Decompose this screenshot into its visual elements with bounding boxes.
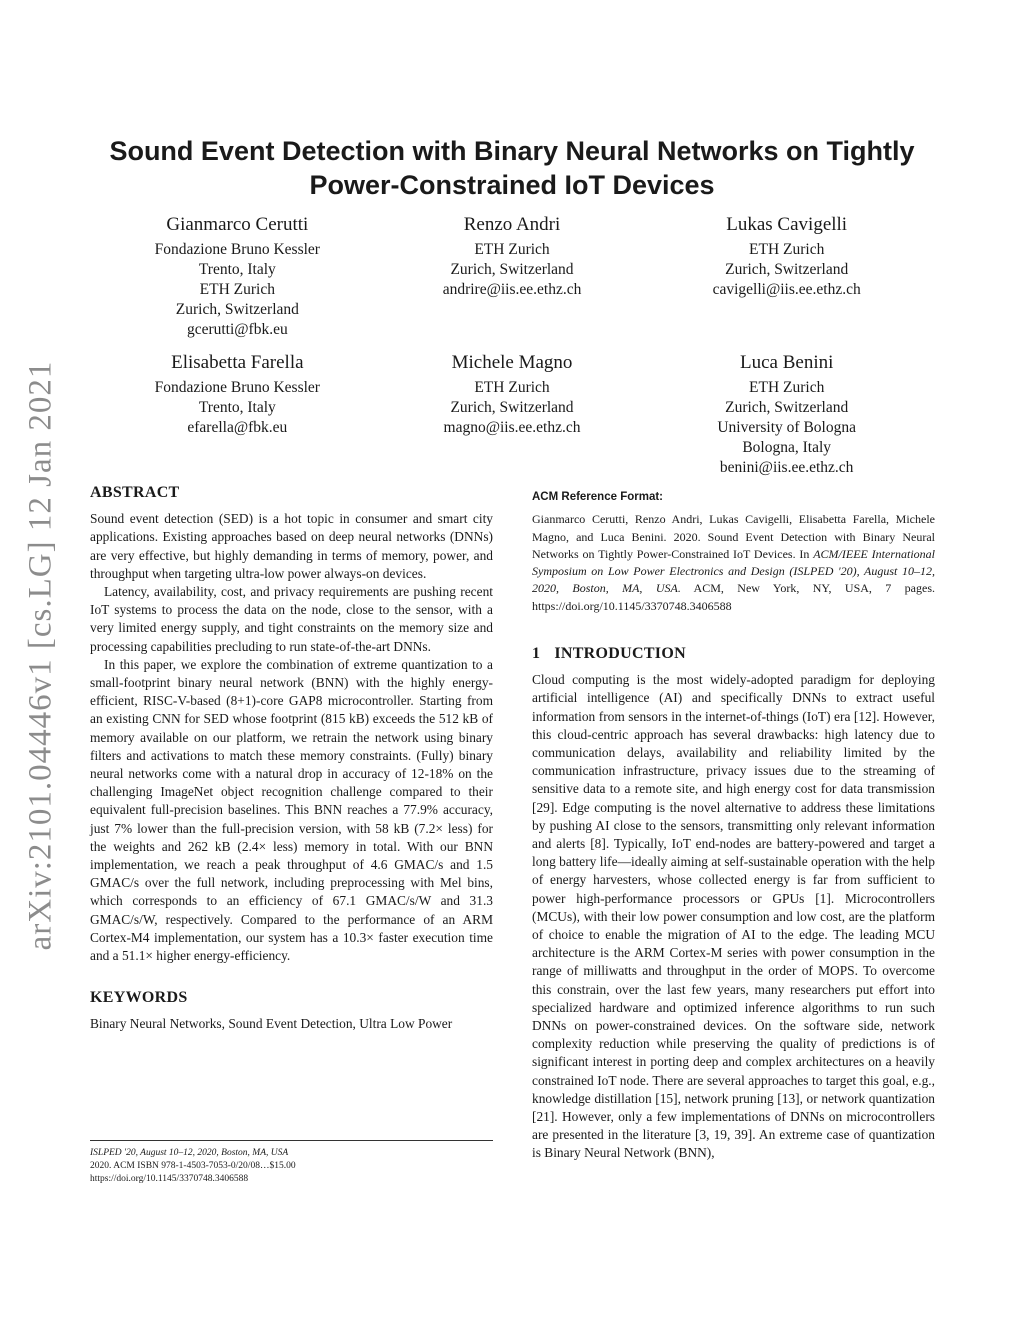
section-title: INTRODUCTION [554, 644, 686, 662]
arxiv-stamp [10, 360, 72, 950]
author-affiliation: Zurich, Switzerland [725, 261, 849, 278]
right-column [532, 488, 935, 1163]
author-affiliation: ETH Zurich [474, 379, 550, 396]
author-name: Renzo Andri [463, 214, 561, 235]
author-affiliation: Trento, Italy [198, 261, 276, 278]
author-affiliation: Fondazione Bruno Kessler [154, 241, 320, 258]
author-affiliation: University of Bologna [717, 419, 856, 436]
abstract-heading: ABSTRACT [90, 484, 180, 501]
author-email: gcerutti@fbk.eu [186, 321, 288, 338]
keywords-heading: KEYWORDS [90, 989, 188, 1007]
author-affiliation: Bologna, Italy [742, 439, 832, 456]
footer-doi[interactable]: https://doi.org/10.1145/3370748.3406588 [90, 1174, 249, 1184]
author-affiliation: Zurich, Switzerland [175, 301, 299, 318]
authors-row-1 [100, 212, 924, 340]
abstract-paragraph: Sound event detection (SED) is a hot topic in consumer and smart city applications. Existing approaches based on deep neural networks (DNNs) are very effective, but highly demanding in terms of memory, power, and throughput when targeting ultra-low power always-on devices. [90, 511, 493, 581]
acm-reference-tail: ACM, New York, NY, USA, 7 pages. https://doi.org/10.1145/3370748.3406588 [532, 581, 936, 613]
author-email: cavigelli@iis.ee.ethz.ch [712, 281, 861, 298]
author-name: Michele Magno [451, 352, 573, 373]
author-email: magno@iis.ee.ethz.ch [443, 419, 581, 436]
author-affiliation: Fondazione Bruno Kessler [154, 379, 320, 396]
acm-reference-authors: Gianmarco Cerutti, Renzo Andri, Lukas Cavigelli, Elisabetta Farella, Michele Magno, and Luca Benini. 2020. Sound Event Detection with Binary Neural Networks on Tightly Power-Constrained IoT Devices. In [532, 512, 935, 561]
author-name: Luca Benini [739, 352, 834, 373]
author-affiliation: Zurich, Switzerland [725, 399, 849, 416]
abstract-paragraph: Latency, availability, cost, and privacy requirements are pushing recent IoT systems to process the data on the node, close to the sensor, with a very limited energy supply, and tight constraints on the memory size and processing capabilities precluding to run state-of-the-art DNNs. [90, 584, 493, 654]
author-name: Elisabetta Farella [171, 352, 304, 373]
author-affiliation: ETH Zurich [199, 281, 275, 298]
author-email: efarella@fbk.eu [187, 419, 288, 436]
author-affiliation: ETH Zurich [749, 379, 825, 396]
author-email: andrire@iis.ee.ethz.ch [442, 281, 582, 298]
author-block [375, 212, 650, 340]
author-email: benini@iis.ee.ethz.ch [719, 459, 854, 476]
footer-isbn: 2020. ACM ISBN 978-1-4503-7053-0/20/08…$15.00 [90, 1161, 296, 1171]
footer-divider [90, 1140, 493, 1141]
author-affiliation: Trento, Italy [198, 399, 276, 416]
author-affiliation: Zurich, Switzerland [450, 399, 574, 416]
keywords-text: Binary Neural Networks, Sound Event Detection, Ultra Low Power [90, 1016, 453, 1032]
abstract-paragraph: In this paper, we explore the combination of extreme quantization to a small-footprint binary neural network (BNN) with the highly energy-efficient, RISC-V-based (8+1)-core GAP8 microcontroller. Starting from an existing CNN for SED whose footprint (815 kB) exceeds the 512 kB of memory available on our platform, we retrain the network using binary filters and activations to match these memory constraints. (Fully) binary neural networks come with a natural drop in accuracy of 12-18% on the challenging ImageNet object recognition challenge compared to their equivalent full-precision baselines. This BNN reaches a 77.9% accuracy, just 7% lower than the full-precision version, with 58 kB (7.2× less) for the weights and 262 kB (2.4× less) memory in total. With our BNN implementation, we reach a peak throughput of 4.6 GMAC/s and 1.5 GMAC/s over the full network, including preprocessing with Mel bins, which corresponds to an efficiency of 67.1 GMAC/s/W and 31.3 GMAC/s/W, respectively. Compared to the performance of an ARM Cortex-M4 implementation, our system has a 10.3× faster execution time and a 51.1× higher energy-efficiency. [90, 656, 493, 964]
author-name: Gianmarco Cerutti [166, 214, 309, 235]
footer-copyright [90, 1140, 493, 1186]
author-block [100, 350, 375, 478]
left-column [90, 484, 493, 1034]
author-name: Lukas Cavigelli [726, 214, 848, 235]
introduction-heading [532, 645, 935, 663]
author-affiliation: Zurich, Switzerland [450, 261, 574, 278]
arxiv-stamp-text: arXiv:2101.04446v1 [cs.LG] 12 Jan 2021 [22, 360, 59, 950]
author-block [649, 350, 924, 478]
author-block [375, 350, 650, 478]
introduction-paragraph: Cloud computing is the most widely-adopted paradigm for deploying artificial intelligence (AI) and specifically DNNs to extract useful information from sensors in the internet-of-things (IoT) era [12]. However, this cloud-centric approach has several drawbacks: high latency due to communication delays, availability and reliability limited by the communication infrastructure, privacy issues due to the streaming of sensitive data to a remote site, and high energy cost for data transmission [29]. Edge computing is the novel alternative to address these limitations by pushing AI close to the sensors, transmitting only relevant information and alerts [8]. Typically, IoT end-nodes are battery-powered and target a long battery life—ideally aiming at self-sustainable operation with the help of energy harvesters, whose collected energy is far from sufficient to power high-performance processors or GPUs [1]. Microcontrollers (MCUs), with their low power consumption and low cost, are the platform of choice to enable the migration of AI to the edge. The leading MCU architecture is the ARM Cortex-M series with power consumption in the range of milliwatts and throughput in the order of MOPS. To overcome this constrain, over the last few years, many researchers put effort into specialized hardware and optimized inference algorithms to run such DNNs on power-constrained devices. On the software side, network complexity reduction while preserving the quality of predictions is of significant interest in porting deep and complex architectures on a heavily constrained IoT node. There are several approaches to target this goal, e.g., knowledge distillation [15], network pruning [13], or network quantization [21]. However, only a few implementations of DNNs on microcontrollers are presented in the literature [3, 19, 39]. An extreme case of quantization is Binary Neural Network (BNN), [532, 672, 935, 1161]
acm-reference-text [532, 511, 935, 615]
paper-title: Sound Event Detection with Binary Neural Networks on Tightly Power-Constrained IoT Devices [109, 136, 915, 200]
author-affiliation: ETH Zurich [474, 241, 550, 258]
footer-venue: ISLPED '20, August 10–12, 2020, Boston, MA, USA [90, 1148, 289, 1158]
author-affiliation: ETH Zurich [749, 241, 825, 258]
authors-row-2 [100, 350, 924, 478]
acm-reference-label: ACM Reference Format: [532, 491, 663, 503]
acm-reference-venue: ACM/IEEE International Symposium on Low Power Electronics and Design (ISLPED '20), August 10–12, 2020, Boston, MA, USA. [532, 546, 935, 596]
author-block [100, 212, 375, 340]
author-block [649, 212, 924, 340]
section-number: 1 [532, 644, 541, 662]
